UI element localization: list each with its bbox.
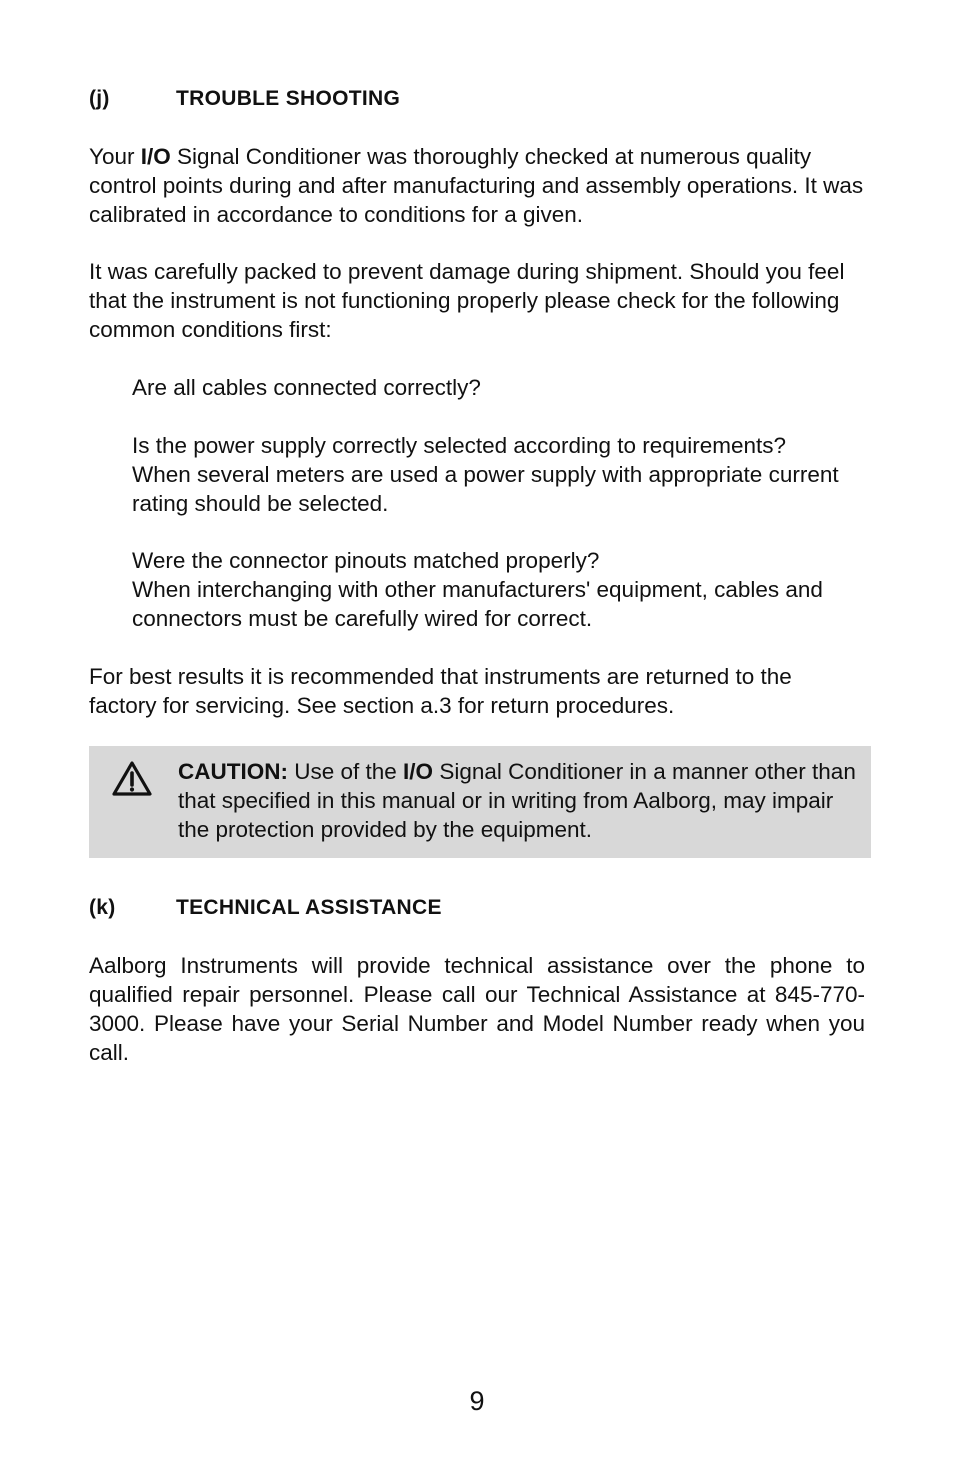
check-pinouts-answer: When interchanging with other manufacturers' equipment, cables and connectors must be carefully wired for correct. bbox=[132, 577, 823, 631]
section-k-number: (k) bbox=[89, 896, 116, 919]
check-cables: Are all cables connected correctly? bbox=[132, 375, 481, 400]
check-connector-pinouts bbox=[132, 546, 865, 633]
technical-assistance-text: Aalborg Instruments will provide technical assistance over the phone to qualified repair personnel. Please call our Technical Assistance at 845-770-3000. Please have your Serial Number and Model Number ready when you call. bbox=[89, 953, 865, 1065]
section-k-heading bbox=[89, 895, 442, 921]
check-pinouts-question: Were the connector pinouts matched properly? bbox=[132, 548, 600, 573]
caution-text bbox=[178, 757, 864, 844]
check-power-supply bbox=[132, 431, 865, 518]
intro-text-start: Your bbox=[89, 144, 141, 169]
trouble-shooting-packing: It was carefully packed to prevent damage during shipment. Should you feel that the instrument is not functioning properly please check for the following common conditions first: bbox=[89, 259, 845, 342]
section-k-title: TECHNICAL ASSISTANCE bbox=[176, 896, 442, 919]
servicing-recommendation: For best results it is recommended that instruments are returned to the factory for servicing. See section a.3 for return procedures. bbox=[89, 664, 792, 718]
intro-io-bold: I/O bbox=[140, 144, 171, 169]
section-j-number: (j) bbox=[89, 87, 110, 110]
check-power-answer: When several meters are used a power supply with appropriate current rating should be selected. bbox=[132, 462, 839, 516]
intro-text-end: Signal Conditioner was thoroughly checked at numerous quality control points during and after manufacturing and assembly operations. It was calibrated in accordance to conditions for a given. bbox=[89, 144, 864, 227]
caution-text-end: Signal Conditioner in a manner other than that specified in this manual or in writing from Aalborg, may impair the protection provided by the equipment. bbox=[178, 759, 856, 842]
caution-io-bold: I/O bbox=[403, 759, 434, 784]
section-j-title: TROUBLE SHOOTING bbox=[176, 87, 401, 110]
caution-box bbox=[89, 746, 871, 858]
page-number: 9 bbox=[469, 1386, 485, 1416]
caution-text-start: Use of the bbox=[287, 759, 404, 784]
warning-triangle-icon bbox=[111, 760, 153, 798]
trouble-shooting-intro bbox=[89, 142, 865, 229]
caution-label: CAUTION: bbox=[178, 759, 288, 784]
section-j-heading bbox=[89, 86, 400, 112]
check-power-question: Is the power supply correctly selected according to requirements? bbox=[132, 433, 787, 458]
